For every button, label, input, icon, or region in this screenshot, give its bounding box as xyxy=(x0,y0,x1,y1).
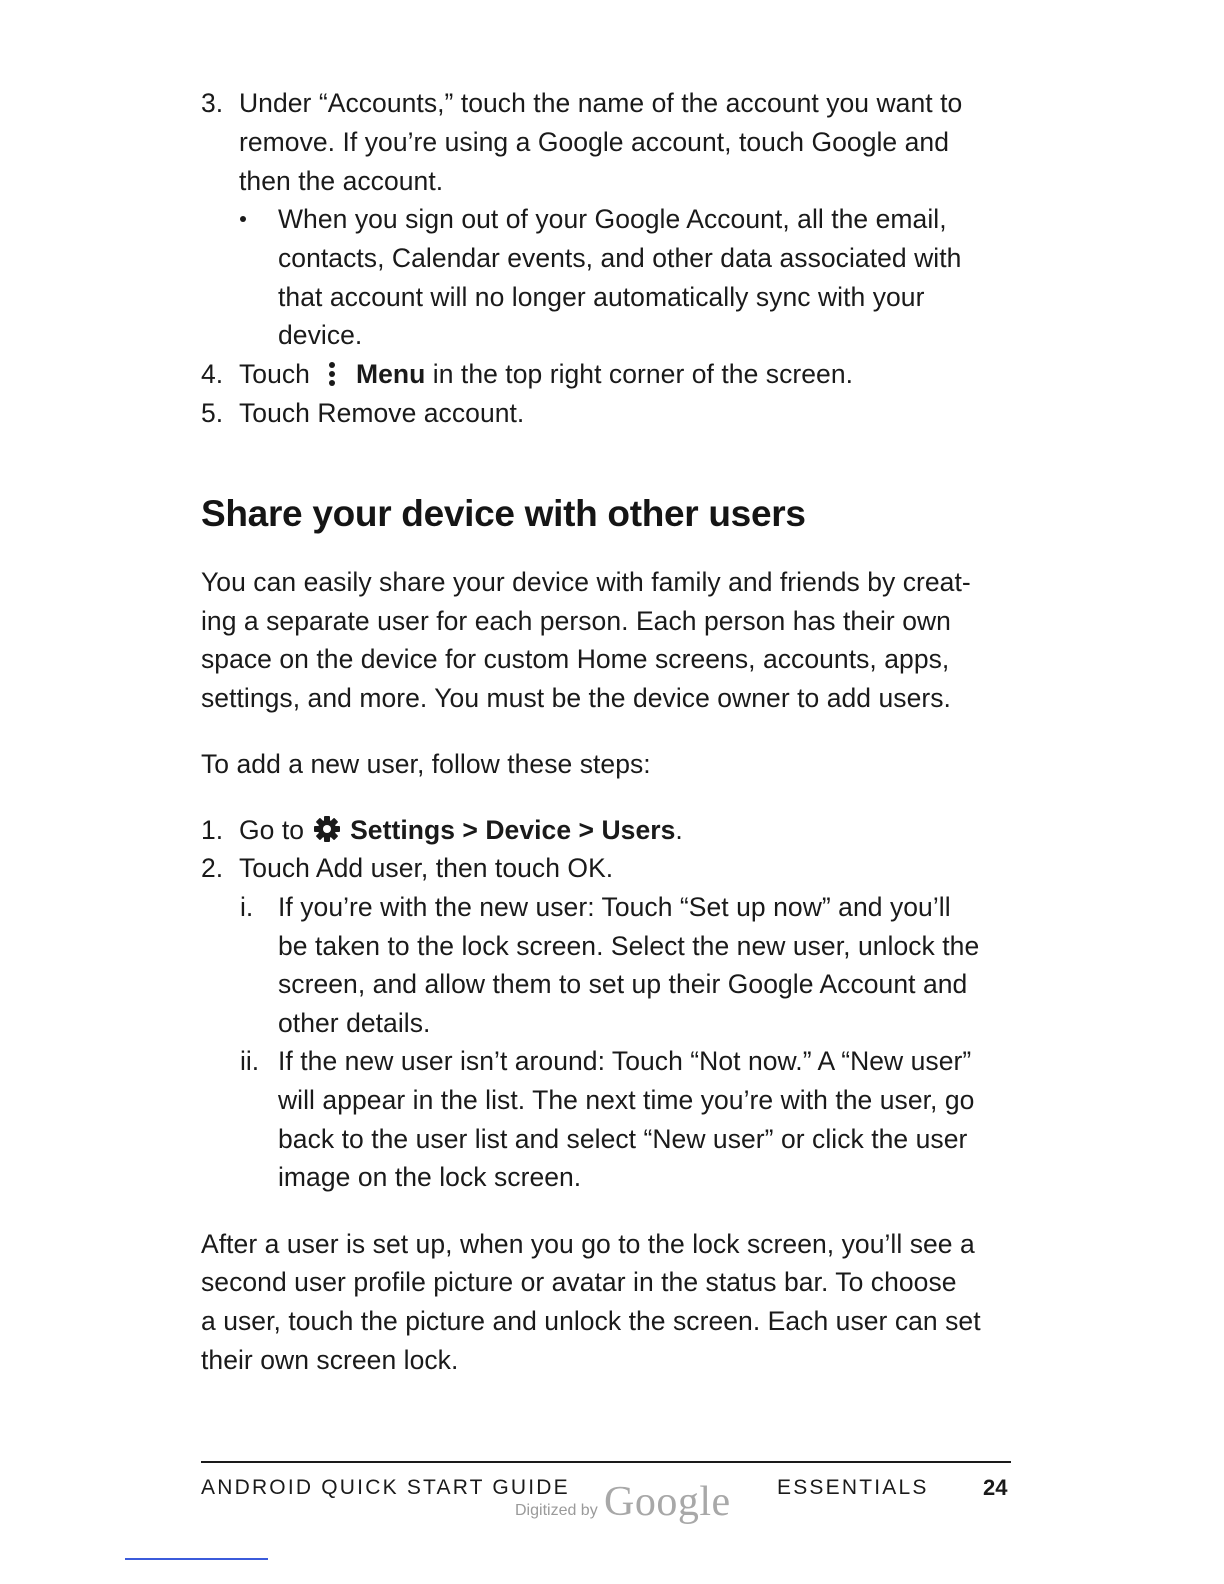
intro-line-3: space on the device for custom Home screens, accounts, apps, xyxy=(201,644,950,674)
lead-in: To add a new user, follow these steps: xyxy=(201,749,651,779)
step-1-line xyxy=(239,811,683,850)
closing-line-3: a user, touch the picture and unlock the screen. Each user can set xyxy=(201,1306,981,1336)
closing-line-4: their own screen lock. xyxy=(201,1345,459,1375)
intro-line-2: ing a separate user for each person. Each person has their own xyxy=(201,606,951,636)
step-4-prefix: Touch xyxy=(239,359,310,389)
step-2-line: Touch Add user, then touch OK. xyxy=(239,853,614,883)
substep-i-line-4: other details. xyxy=(278,1008,431,1038)
step-4-menu-label: Menu xyxy=(355,359,426,389)
step-1-number: 1. xyxy=(201,815,224,845)
substep-ii-line-1: If the new user isn’t around: Touch “Not now.” A “New user” xyxy=(278,1046,972,1076)
footer-section-name: ESSENTIALS xyxy=(777,1476,929,1499)
footer-book-title: ANDROID QUICK START GUIDE xyxy=(201,1476,570,1499)
step-3-number: 3. xyxy=(201,88,224,118)
substep-ii-line-4: image on the lock screen. xyxy=(278,1162,582,1192)
step-1-settings-path: Settings > Device > Users xyxy=(350,815,676,845)
bullet-icon xyxy=(240,216,246,222)
digitized-by-text: Digitized by xyxy=(515,1502,598,1519)
intro-line-1: You can easily share your device with family and friends by creat- xyxy=(201,567,971,597)
substep-i-number: i. xyxy=(240,892,254,922)
step-4-suffix: in the top right corner of the screen. xyxy=(425,359,854,389)
bullet-line-1: When you sign out of your Google Account, all the email, xyxy=(278,204,947,234)
step-3-line-2: remove. If you’re using a Google account, touch Google and xyxy=(239,127,950,157)
substep-i-line-3: screen, and allow them to set up their Google Account and xyxy=(278,969,968,999)
step-3-line-1: Under “Accounts,” touch the name of the account you want to xyxy=(239,88,963,118)
step-1-prefix: Go to xyxy=(239,815,305,845)
step-3-line-3: then the account. xyxy=(239,166,444,196)
bullet-line-2: contacts, Calendar events, and other data associated with xyxy=(278,243,962,273)
step-4-number: 4. xyxy=(201,359,224,389)
substep-ii-line-3: back to the user list and select “New user” or click the user xyxy=(278,1124,968,1154)
section-heading: Share your device with other users xyxy=(201,493,806,534)
substep-i-line-2: be taken to the lock screen. Select the new user, unlock the xyxy=(278,931,980,961)
bullet-line-3: that account will no longer automatically sync with your xyxy=(278,282,925,312)
step-1-suffix: . xyxy=(675,815,683,845)
google-watermark-logo: Google xyxy=(604,1479,731,1525)
bullet-line-4: device. xyxy=(278,320,363,350)
closing-line-2: second user profile picture or avatar in the status bar. To choose xyxy=(201,1267,957,1297)
footer-page-number: 24 xyxy=(983,1475,1008,1500)
gear-icon xyxy=(312,814,342,844)
footer-divider xyxy=(201,1461,1011,1463)
step-5-number: 5. xyxy=(201,398,224,428)
step-2-number: 2. xyxy=(201,853,224,883)
step-5-line: Touch Remove account. xyxy=(239,398,525,428)
substep-ii-line-2: will appear in the list. The next time you’re with the user, go xyxy=(278,1085,975,1115)
link-underline xyxy=(125,1558,268,1560)
substep-ii-number: ii. xyxy=(240,1046,260,1076)
closing-line-1: After a user is set up, when you go to the lock screen, you’ll see a xyxy=(201,1229,975,1259)
substep-i-line-1: If you’re with the new user: Touch “Set up now” and you’ll xyxy=(278,892,951,922)
intro-line-4: settings, and more. You must be the device owner to add users. xyxy=(201,683,951,713)
vertical-dots-menu-icon xyxy=(322,359,342,389)
step-4-line xyxy=(239,355,853,394)
